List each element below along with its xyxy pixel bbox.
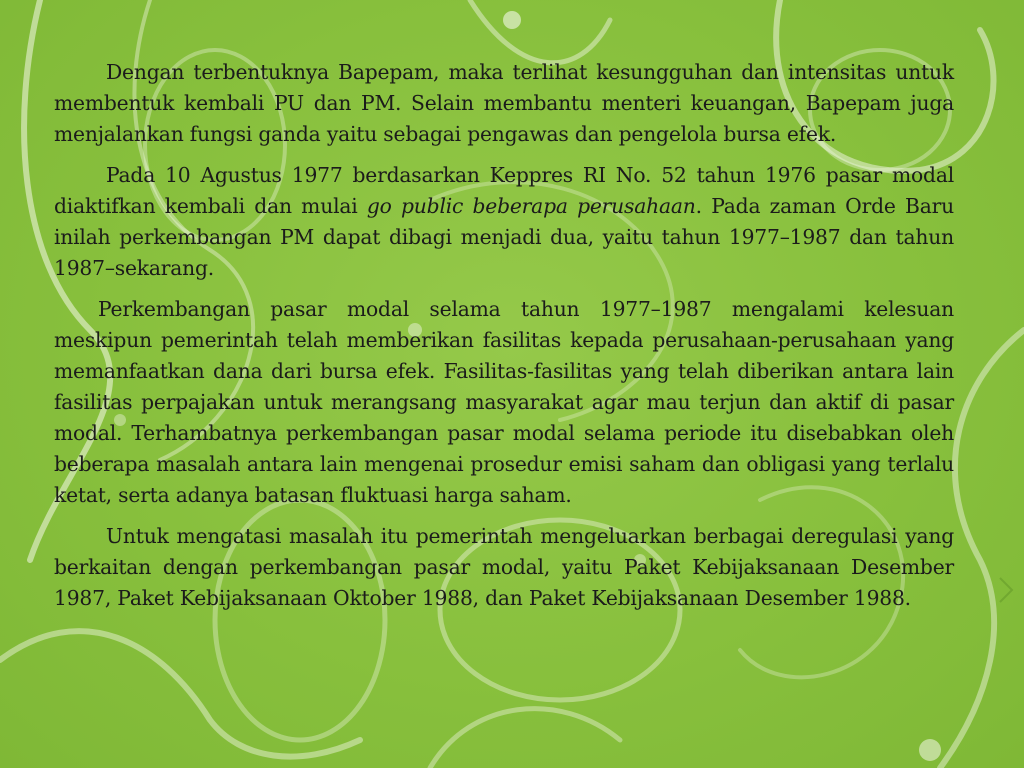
paragraph-deregulasi: Untuk mengatasi masalah itu pemerintah mengeluarkan berbagai deregulasi yang berkaitan dengan perkembangan pasar modal, yaitu Paket Kebijaksanaan Desember 1987, Paket Kebijaksanaan Oktober 1988, dan Paket Kebijaksanaan Desember 1988. xyxy=(54,524,954,610)
paragraph-kelesuan: Perkembangan pasar modal selama tahun 1977–1987 mengalami kelesuan meskipun pemerintah telah memberikan fasilitas kepada perusahaan-perusahaan yang memanfaatkan dana dari bursa efek. Fasilitas-fasilitas yang telah diberikan antara lain fasilitas perpajakan untuk merangsang masyarakat agar mau terjun dan aktif di pasar modal. Terhambatnya perkembangan pasar modal selama periode itu disebabkan oleh beberapa masalah antara lain mengenai prosedur emisi saham dan obligasi yang terlalu ketat, serta adanya batasan fluktuasi harga saham. xyxy=(54,297,954,507)
paragraph-bapepam: Dengan terbentuknya Bapepam, maka terlihat kesungguhan dan intensitas untuk membentuk kembali PU dan PM. Selain membantu menteri keuangan, Bapepam juga menjalankan fungsi ganda yaitu sebagai pengawas dan pengelola bursa efek. xyxy=(54,60,954,146)
slide-body-text xyxy=(54,57,954,624)
paragraph-1977-italic: go public beberapa perusahaan xyxy=(366,194,696,218)
paragraph-1977-end: . Pada zaman Orde Baru inilah perkembangan PM dapat dibagi menjadi dua, yaitu tahun 1977–1987 dan tahun 1987–sekarang. xyxy=(54,194,954,280)
paragraph-1977-start: Pada 10 Agustus 1977 berdasarkan Keppres RI No. 52 tahun 1976 pasar modal diaktifkan kembali dan mulai xyxy=(54,163,954,218)
paragraph-1977 xyxy=(54,160,954,284)
